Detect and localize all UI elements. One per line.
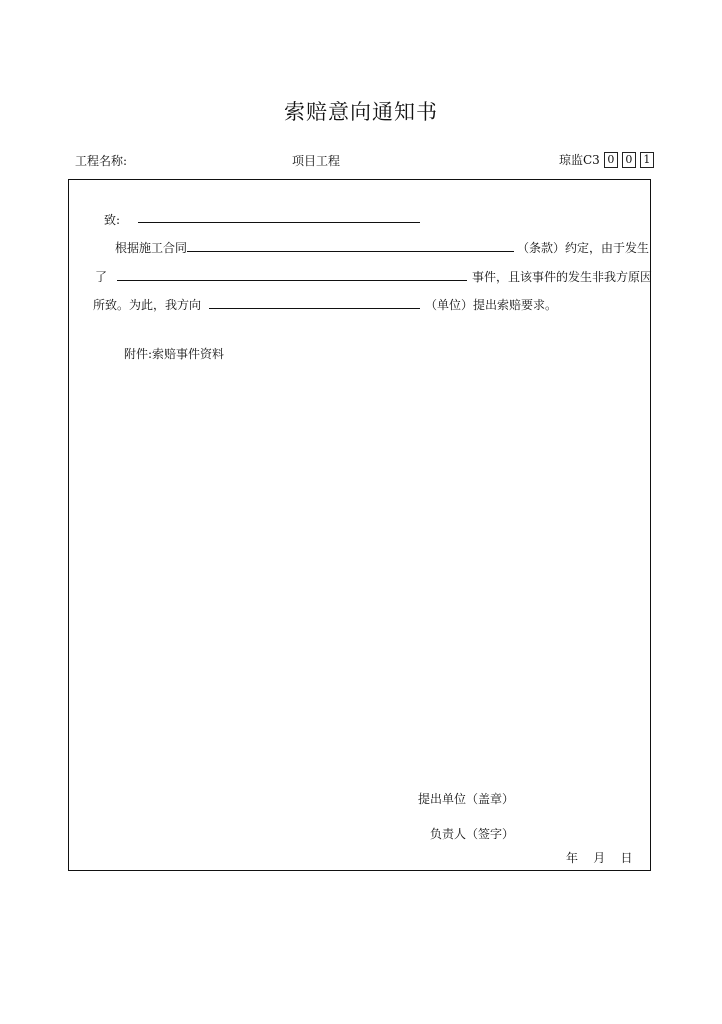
- document-title: 索赔意向通知书: [284, 100, 438, 124]
- clause-suffix-text: （条款）约定，由于发生: [517, 241, 650, 255]
- event-blank[interactable]: [117, 280, 467, 281]
- contract-clause-blank[interactable]: [187, 251, 514, 252]
- project-name-label: 工程名称:: [75, 154, 128, 168]
- responsible-signature-label: 负责人（签字）: [430, 827, 515, 841]
- event-prefix: 了: [95, 270, 108, 284]
- claim-suffix-text: （单位）提出索赔要求。: [425, 298, 558, 312]
- attachment-note: 附件:索赔事件资料: [124, 347, 225, 361]
- recipient-unit-blank[interactable]: [209, 308, 420, 309]
- date-label: 年 月 日: [566, 851, 633, 865]
- submitter-seal-label: 提出单位（盖章）: [418, 792, 515, 806]
- claim-prefix: 所致。为此，我方向: [93, 298, 202, 312]
- event-suffix-text: 事件，且该事件的发生非我方原因: [472, 270, 653, 284]
- form-code: [559, 151, 654, 168]
- to-blank[interactable]: [138, 222, 420, 223]
- to-label: 致:: [104, 213, 121, 227]
- form-code-digit-1: 0: [604, 152, 618, 168]
- form-code-digit-2: 0: [622, 152, 636, 168]
- form-code-digit-3: 1: [640, 152, 654, 168]
- form-code-prefix: 琼监C3: [559, 153, 600, 167]
- project-name-value: 项目工程: [292, 154, 341, 168]
- contract-text: 根据施工合同: [115, 241, 188, 255]
